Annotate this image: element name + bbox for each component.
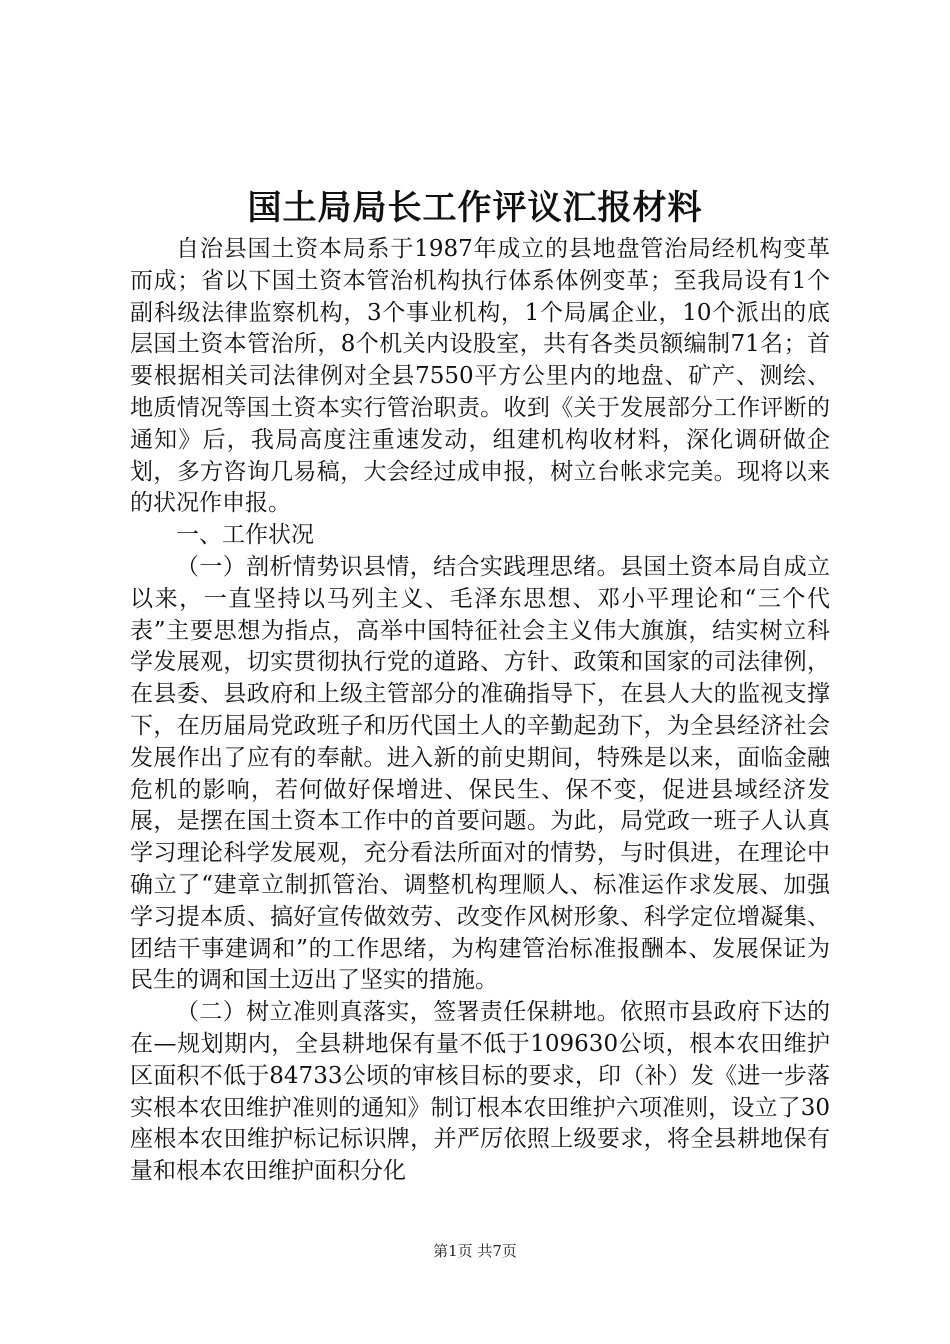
page-footer: 第1页 共7页 bbox=[433, 1242, 517, 1260]
document-body bbox=[130, 234, 830, 1188]
paragraph-section-1: （一）剖析情势识县情，结合实践理思绪。县国土资本局自成立以来，一直坚持以马列主义、毛泽东思想、邓小平理论和“三个代表”主要思想为指点，高举中国特征社会主义伟大旗旗，结实树立科学发展观，切实贯彻执行党的道路、方针、政策和国家的司法律例，在县委、县政府和上级主管部分的准确指导下，在县人大的监视支撑下，在历届局党政班子和历代国土人的辛勤起劲下，为全县经济社会发展作出了应有的奉献。进入新的前史期间，特殊是以来，面临金融危机的影响，若何做好保增进、保民生、保不变，促进县域经济发展，是摆在国土资本工作中的首要问题。为此，局党政一班子人认真学习理论科学发展观，充分看法所面对的情势，与时俱进，在理论中确立了“建章立制抓管治、调整机构理顺人、标准运作求发展、加强学习提本质、搞好宣传做效劳、改变作风树形象、科学定位增凝集、团结干事建调和”的工作思绪，为构建管治标准报酬本、发展保证为民生的调和国土迈出了坚实的措施。 bbox=[130, 553, 830, 994]
section-heading-work-status: 一、工作状况 bbox=[176, 522, 314, 549]
paragraph-section-2: （二）树立准则真落实，签署责任保耕地。依照市县政府下达的在—规划期内，全县耕地保有量不低于109630公顷，根本农田维护区面积不低于84733公顷的审核目标的要求，印（补）发《进一步落实根本农田维护准则的通知》制订根本农田维护六项准则，设立了30座根本农田维护标记标识牌，并严厉依照上级要求，将全县耕地保有量和根本农田维护面积分化 bbox=[130, 999, 830, 1185]
paragraph-intro: 自治县国土资本局系于1987年成立的县地盘管治局经机构变革而成；省以下国土资本管治机构执行体系体例变革；至我局设有1个副科级法律监察机构，3个事业机构，1个局属企业，10个派出的底层国土资本管治所，8个机关内设股室，共有各类员额编制71名；首要根据相关司法律例对全县7550平方公里内的地盘、矿产、测绘、地质情况等国土资本实行管治职责。收到《关于发展部分工作评断的通知》后，我局高度注重速发动，组建机构收材料，深化调研做企划，多方咨询几易稿，大会经过成申报，树立台帐求完美。现将以来的状况作申报。 bbox=[130, 236, 830, 517]
document-title: 国土局局长工作评议汇报材料 bbox=[247, 188, 703, 228]
